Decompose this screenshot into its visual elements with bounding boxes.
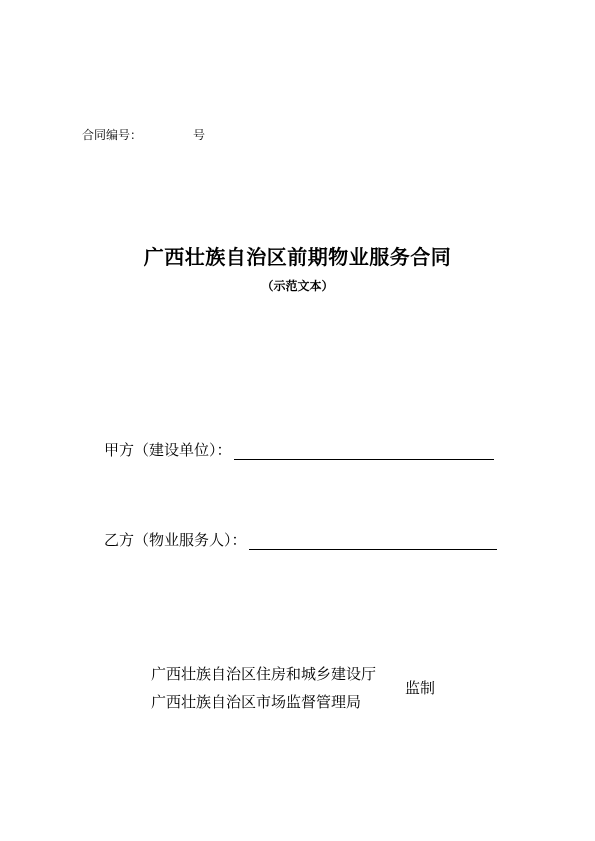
party-a-row — [104, 440, 494, 460]
party-b-row — [104, 530, 497, 550]
party-a-label: 甲方（建设单位）： — [104, 441, 232, 459]
issuing-authorities — [151, 660, 376, 716]
party-b-blank-line — [249, 531, 497, 550]
contract-number-label: 合同编号： — [82, 128, 143, 142]
issuer-market-regulation-bureau: 广西壮族自治区市场监督管理局 — [151, 693, 362, 711]
document-subtitle: （示范文本） — [261, 279, 334, 293]
supervised-by-label: 监制 — [405, 679, 436, 697]
contract-number-suffix: 号 — [193, 128, 206, 142]
issuer-housing-department: 广西壮族自治区住房和城乡建设厅 — [151, 665, 377, 683]
party-b-label: 乙方（物业服务人）： — [104, 531, 247, 549]
party-a-blank-line — [234, 441, 494, 460]
document-title: 广西壮族自治区前期物业服务合同 — [143, 245, 452, 269]
contract-number-row — [82, 127, 206, 143]
